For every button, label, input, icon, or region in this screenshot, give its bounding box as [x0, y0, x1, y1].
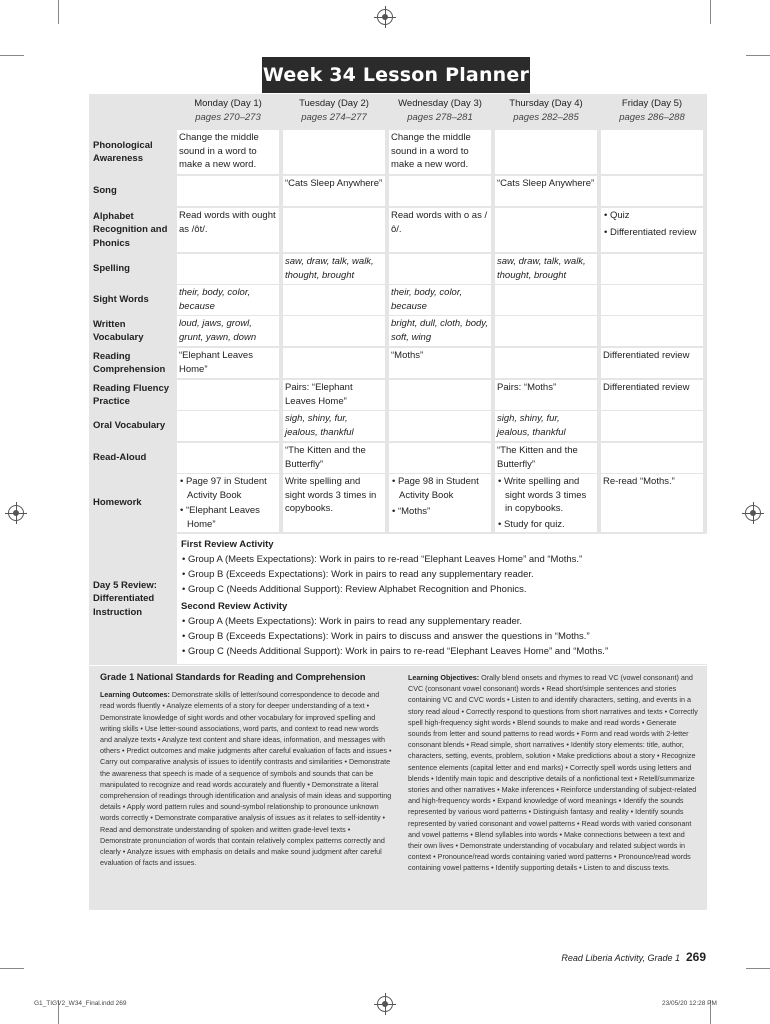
- cell-empty: [601, 411, 703, 441]
- cell-homework-thu: • Write spelling and sight words 3 times in copybooks. • Study for quiz.: [495, 474, 597, 532]
- list-item: • Group C (Needs Additional Support): Work in pairs to re-read “Elephant Leaves Home” and “Moths.”: [182, 646, 609, 657]
- registration-mark-icon: [377, 996, 393, 1012]
- cell-phonological-mon: Change the middle sound in a word to make a new word.: [177, 130, 279, 174]
- cell-homework-mon: • Page 97 in Student Activity Book • “Elephant Leaves Home”: [177, 474, 279, 532]
- learning-objectives: Learning Objectives: Orally blend onsets and rhymes to read VC (vowel consonant) and CVC (consonant vowel consonant) words • Read short/simple sentences and stories containing VC and CVC words • Listen to and identify characters, setting, and events in a story read aloud • Correctly respond to questions from short narratives and texts • Correctly spell high-frequency sight words • Blend sounds to make and read words • Generate sounds from letter and sound patterns to read words • Form and read words with 2-letter consonant blends • Read simple, short narratives • Identify story elements: title, author, characters, setting, events, problem, solution • Make predictions about a story • Recognize sentence elements (capital letter and end marks) • Correctly spell words using letters and blends • Identify main topic and descriptive details of a nonfictional text • Retell/summarize stories and other narratives • Make inferences • Reinforce understanding of subject-related and high-frequency words • Expand knowledge of word meanings • Identify the sounds represented by various word patterns • Distinguish fantasy and reality • Identify sounds represented by varied consonant and vowel patterns • Read words with varied consonant and vowel patterns • Blend syllables into words • Make connections between a text and their own lives • Demonstrate understanding of vocabulary and related subject words in context • Pronounce/read words containing varied word patterns • Pronounce/read words containing vowel patterns • Identify supporting details • Listen to and discuss texts.: [408, 673, 698, 873]
- cell-empty: [177, 411, 279, 441]
- standards-heading: Grade 1 National Standards for Reading and Comprehension: [100, 672, 366, 682]
- cell-homework-tue: Write spelling and sight words 3 times in copybooks.: [283, 474, 385, 532]
- page-number: 269: [685, 950, 706, 964]
- cell-alphabet-fri: • Quiz • Differentiated review: [601, 208, 703, 252]
- cell-empty: [601, 254, 703, 284]
- cell-song-tue: “Cats Sleep Anywhere”: [283, 176, 385, 206]
- cell-homework-wed: • Page 98 in Student Activity Book • “Moths”: [389, 474, 491, 532]
- print-slug-date: 23/05/20 12:28 PM: [662, 1000, 717, 1007]
- cell-empty: [177, 443, 279, 473]
- row-label-day5-review: Day 5 Review: Differentiated Instruction: [93, 579, 157, 618]
- cell-empty: [177, 380, 279, 410]
- row-label-written-vocabulary: Written Vocabulary: [93, 318, 144, 343]
- page-title-banner: [262, 57, 530, 93]
- cell-empty: [495, 285, 597, 315]
- cell-reading-wed: “Moths”: [389, 348, 491, 378]
- cell-empty: [283, 316, 385, 346]
- cell-readaloud-tue: “The Kitten and the Butterfly”: [283, 443, 385, 473]
- cell-empty: [177, 176, 279, 206]
- cell-empty: [177, 254, 279, 284]
- cell-empty: [601, 176, 703, 206]
- registration-mark-icon: [8, 505, 24, 521]
- crop-mark: [746, 55, 770, 56]
- cell-empty: [601, 316, 703, 346]
- crop-mark: [58, 0, 59, 24]
- row-label-alphabet: Alphabet Recognition and Phonics: [93, 210, 168, 249]
- cell-reading-mon: “Elephant Leaves Home”: [177, 348, 279, 378]
- registration-mark-icon: [377, 9, 393, 25]
- cell-empty: [389, 254, 491, 284]
- cell-empty: [495, 316, 597, 346]
- row-label-oral-vocabulary: Oral Vocabulary: [93, 420, 166, 432]
- list-item: • Group A (Meets Expectations): Work in pairs to re-read “Elephant Leaves Home” and “Moths.”: [182, 554, 583, 565]
- print-slug-file: G1_TIGV2_W34_Final.indd 269: [34, 1000, 127, 1007]
- cell-empty: [389, 176, 491, 206]
- crop-mark: [0, 968, 24, 969]
- day5-review-panel: [177, 534, 707, 664]
- cell-spelling-thu: saw, draw, talk, walk, thought, brought: [495, 254, 597, 284]
- cell-empty: [601, 443, 703, 473]
- cell-phonological-wed: Change the middle sound in a word to make a new word.: [389, 130, 491, 174]
- cell-empty: [389, 443, 491, 473]
- cell-fluency-thu: Pairs: “Moths”: [495, 380, 597, 410]
- row-label-sight-words: Sight Words: [93, 294, 149, 306]
- cell-homework-fri: Re-read “Moths.”: [601, 474, 703, 532]
- cell-fluency-tue: Pairs: “Elephant Leaves Home”: [283, 380, 385, 410]
- row-label-read-aloud: Read-Aloud: [93, 452, 147, 464]
- footer-source: Read Liberia Activity, Grade 1: [561, 953, 680, 963]
- cell-written-wed: bright, dull, cloth, body, soft, wing: [389, 316, 491, 346]
- row-label-homework: Homework: [93, 497, 142, 509]
- cell-alphabet-mon: Read words with ought as /ôt/.: [177, 208, 279, 252]
- cell-empty: [283, 285, 385, 315]
- list-item: • Group B (Exceeds Expectations): Work in pairs to read any supplementary reader.: [182, 569, 534, 580]
- cell-readaloud-thu: “The Kitten and the Butterfly”: [495, 443, 597, 473]
- row-label-phonological: Phonological Awareness: [93, 139, 153, 164]
- cell-empty: [283, 208, 385, 252]
- row-label-song: Song: [93, 185, 117, 197]
- row-label-spelling: Spelling: [93, 263, 130, 275]
- cell-empty: [283, 348, 385, 378]
- cell-empty: [601, 130, 703, 174]
- crop-mark: [746, 968, 770, 969]
- cell-empty: [283, 130, 385, 174]
- cell-empty: [495, 208, 597, 252]
- cell-empty: [495, 348, 597, 378]
- first-review-title: First Review Activity: [181, 539, 274, 550]
- column-header-tuesday: Tuesday (Day 2) pages 274–277: [299, 98, 369, 123]
- cell-empty: [495, 130, 597, 174]
- column-header-friday: Friday (Day 5) pages 286–288: [619, 98, 685, 123]
- cell-oral-thu: sigh, shiny, fur, jealous, thankful: [495, 411, 597, 441]
- second-review-title: Second Review Activity: [181, 601, 288, 612]
- column-header-monday: Monday (Day 1) pages 270–273: [194, 98, 262, 123]
- standards-right-column: [408, 672, 700, 874]
- cell-oral-tue: sigh, shiny, fur, jealous, thankful: [283, 411, 385, 441]
- learning-outcomes: Learning Outcomes: Demonstrate skills of letter/sound correspondence to decode and read words fluently • Analyze elements of a story for deeper understanding of a text • Demonstrate knowledge of sight words and other vocabulary for improved spelling and writing skills • Use letter-sound associations, word parts, and context to read new words and analyze texts • Analyze text content and share ideas, information, and messages with others • Predict outcomes and make judgments after careful evaluation of facts and issues • Carry out comparative analysis of issues to identify contrasts and similarities • Demonstrate the awareness that speech is made of a sequence of symbols and sounds that can be manipulated to recognize and read words accurately and fluently • Demonstrate a literal comprehension of readings through identification and analysis of main ideas and supporting details • Apply word pattern rules and sound-symbol relationship to pronounce unknown words correctly • Demonstrate comparative analysis of issues as it relates to self-identity • Read and demonstrate understanding of spoken and written grade-level texts • Demonstrate pronunciation of words that contain relatively complex patterns correctly and clearly • Analyze issues with emphasis on details and make sound judgment after careful evaluation of facts and issues.: [100, 690, 392, 868]
- cell-empty: [389, 380, 491, 410]
- list-item: • Group A (Meets Expectations): Work in pairs to read any supplementary reader.: [182, 616, 523, 627]
- cell-song-thu: “Cats Sleep Anywhere”: [495, 176, 597, 206]
- cell-empty: [601, 285, 703, 315]
- cell-reading-fri: Differentiated review: [601, 348, 703, 378]
- crop-mark: [710, 0, 711, 24]
- cell-fluency-fri: Differentiated review: [601, 380, 703, 410]
- cell-alphabet-wed: Read words with o as /ô/.: [389, 208, 491, 252]
- column-header-wednesday: Wednesday (Day 3) pages 278–281: [398, 98, 482, 123]
- standards-left-column: [100, 672, 392, 868]
- row-label-reading-fluency: Reading Fluency Practice: [93, 382, 170, 407]
- cell-empty: [389, 411, 491, 441]
- crop-mark: [0, 55, 24, 56]
- list-item: • Group B (Exceeds Expectations): Work in pairs to discuss and answer the questions in “Moths.”: [182, 631, 590, 642]
- list-item: • Group C (Needs Additional Support): Review Alphabet Recognition and Phonics.: [182, 584, 527, 595]
- page-footer: [500, 950, 706, 964]
- registration-mark-icon: [745, 505, 761, 521]
- cell-written-mon: loud, jaws, growl, grunt, yawn, down: [177, 316, 279, 346]
- cell-spelling-tue: saw, draw, talk, walk, thought, brought: [283, 254, 385, 284]
- column-header-thursday: Thursday (Day 4) pages 282–285: [509, 98, 583, 123]
- cell-sight-mon: their, body, color, because: [177, 285, 279, 315]
- page-title: Week 34 Lesson Planner: [262, 64, 530, 86]
- cell-sight-wed: their, body, color, because: [389, 285, 491, 315]
- row-label-reading-comprehension: Reading Comprehension: [93, 350, 166, 375]
